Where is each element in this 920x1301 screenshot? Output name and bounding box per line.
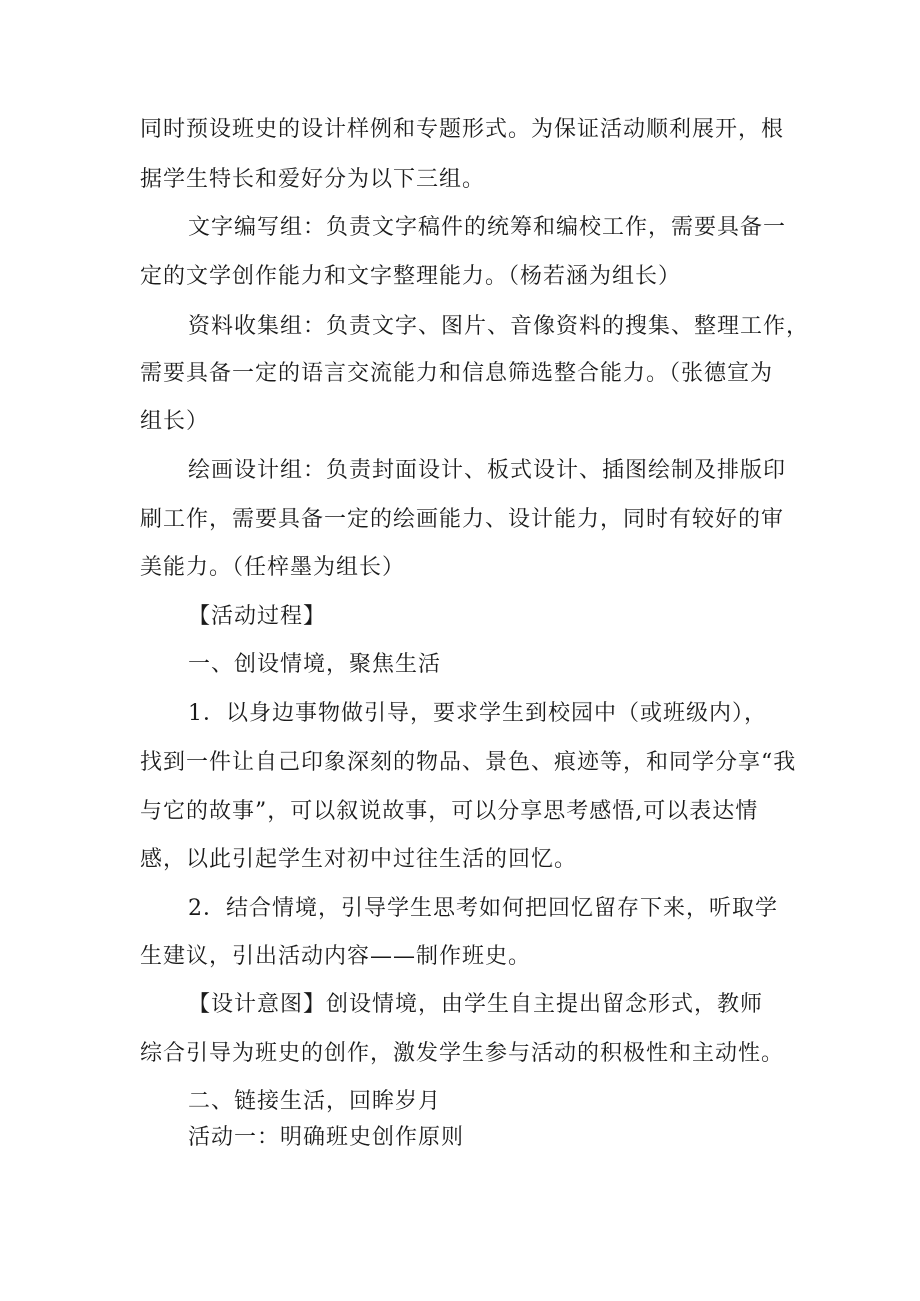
paragraph-line: 2．结合情境，引导学生思考如何把回忆留存下来，听取学 xyxy=(188,896,778,921)
paragraph-line: 与它的故事”，可以叙说故事，可以分享思考感悟,可以表达情 xyxy=(140,799,759,824)
section-heading: 二、链接生活，回眸岁月 xyxy=(188,1089,442,1114)
paragraph-line: 需要具备一定的语言交流能力和信息筛选整合能力。（张德宣为 xyxy=(140,361,774,386)
paragraph-line: 绘画设计组：负责封面设计、板式设计、插图绘制及排版印 xyxy=(188,458,787,483)
subsection-heading: 活动一：明确班史创作原则 xyxy=(188,1125,465,1150)
paragraph-line: 组长） xyxy=(140,409,210,434)
section-heading: 【活动过程】 xyxy=(188,604,327,629)
paragraph-line: 综合引导为班史的创作，激发学生参与活动的积极性和主动性。 xyxy=(140,1041,785,1066)
paragraph-line: 定的文学创作能力和文字整理能力。（杨若涵为组长） xyxy=(140,264,682,289)
paragraph-line: 刷工作，需要具备一定的绘画能力、设计能力，同时有较好的审 xyxy=(140,507,785,532)
paragraph-line: 生建议，引出活动内容——制作班史。 xyxy=(140,944,532,969)
paragraph-line: 资料收集组：负责文字、图片、音像资料的搜集、整理工作， xyxy=(188,314,810,339)
paragraph-line: 文字编写组：负责文字稿件的统筹和编校工作，需要具备一 xyxy=(188,215,787,240)
paragraph-line: 感，以此引起学生对初中过往生活的回忆。 xyxy=(140,847,578,872)
paragraph-line: 1．以身边事物做引导，要求学生到校园中（或班级内）， xyxy=(188,701,767,726)
paragraph-line: 美能力。（任梓墨为组长） xyxy=(140,555,406,580)
paragraph-line: 【设计意图】创设情境，由学生自主提出留念形式，教师 xyxy=(188,992,764,1017)
paragraph-line: 据学生特长和爱好分为以下三组。 xyxy=(140,167,486,192)
section-heading: 一、创设情境，聚焦生活 xyxy=(188,652,442,677)
paragraph-line: 找到一件让自己印象深刻的物品、景色、痕迹等，和同学分享“我 xyxy=(140,750,797,775)
paragraph-line: 同时预设班史的设计样例和专题形式。为保证活动顺利展开，根 xyxy=(140,117,785,142)
